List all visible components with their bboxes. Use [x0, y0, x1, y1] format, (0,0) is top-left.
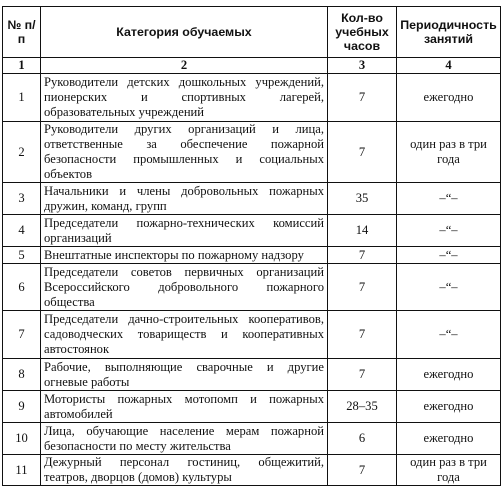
table-row [3, 215, 501, 247]
row-periodicity: –“– [397, 183, 501, 215]
row-category: Председатели дачно-строительных кооперативов, садоводческих товариществ и кооперативных автостоянок [41, 311, 328, 359]
header-row [3, 7, 501, 58]
row-hours: 7 [328, 122, 397, 183]
table-row [3, 391, 501, 423]
row-periodicity: один раз в три года [397, 455, 501, 486]
row-number: 3 [3, 183, 41, 215]
column-index-row [3, 58, 501, 74]
row-number: 2 [3, 122, 41, 183]
row-category: Внештатные инспекторы по пожарному надзору [41, 247, 328, 264]
header-category: Категория обучаемых [41, 7, 328, 58]
header-hours: Кол-во учебных часов [328, 7, 397, 58]
row-hours: 35 [328, 183, 397, 215]
table-row [3, 264, 501, 311]
row-periodicity: –“– [397, 247, 501, 264]
row-hours: 7 [328, 455, 397, 486]
row-category: Руководители детских дошкольных учреждений, пионерских и спортивных лагерей, образовательных учреждений [41, 74, 328, 122]
row-number: 6 [3, 264, 41, 311]
table-row [3, 359, 501, 391]
row-number: 4 [3, 215, 41, 247]
row-number: 10 [3, 423, 41, 455]
table-row [3, 311, 501, 359]
row-category: Лица, обучающие население мерам пожарной безопасности по месту жительства [41, 423, 328, 455]
row-category: Председатели советов первичных организаций Всероссийского добровольного пожарного общества [41, 264, 328, 311]
row-periodicity: один раз в три года [397, 122, 501, 183]
row-category: Руководители других организаций и лица, ответственные за обеспечение пожарной безопасности промышленных и социальных объектов [41, 122, 328, 183]
row-number: 9 [3, 391, 41, 423]
table-row [3, 247, 501, 264]
row-number: 8 [3, 359, 41, 391]
header-periodicity: Периодичность занятий [397, 7, 501, 58]
row-number: 5 [3, 247, 41, 264]
row-hours: 6 [328, 423, 397, 455]
table-row [3, 122, 501, 183]
row-hours: 7 [328, 264, 397, 311]
row-category: Дежурный персонал гостиниц, общежитий, театров, дворцов (домов) культуры [41, 455, 328, 486]
table-row [3, 183, 501, 215]
row-periodicity: ежегодно [397, 423, 501, 455]
row-periodicity: ежегодно [397, 74, 501, 122]
column-index: 4 [397, 58, 501, 74]
column-index: 2 [41, 58, 328, 74]
row-category: Председатели пожарно-технических комиссий организаций [41, 215, 328, 247]
table-row [3, 74, 501, 122]
row-periodicity: ежегодно [397, 391, 501, 423]
row-hours: 28–35 [328, 391, 397, 423]
column-index: 3 [328, 58, 397, 74]
row-category: Мотористы пожарных мотопомп и пожарных автомобилей [41, 391, 328, 423]
row-periodicity: –“– [397, 215, 501, 247]
row-hours: 7 [328, 311, 397, 359]
row-hours: 7 [328, 74, 397, 122]
row-hours: 7 [328, 359, 397, 391]
row-periodicity: ежегодно [397, 359, 501, 391]
row-hours: 14 [328, 215, 397, 247]
row-periodicity: –“– [397, 264, 501, 311]
row-hours: 7 [328, 247, 397, 264]
table-row [3, 423, 501, 455]
row-category: Рабочие, выполняющие сварочные и другие огневые работы [41, 359, 328, 391]
row-number: 1 [3, 74, 41, 122]
training-table [2, 6, 501, 486]
header-number: № п/п [3, 7, 41, 58]
row-periodicity: –“– [397, 311, 501, 359]
row-number: 11 [3, 455, 41, 486]
column-index: 1 [3, 58, 41, 74]
row-category: Начальники и члены добровольных пожарных дружин, команд, групп [41, 183, 328, 215]
table-row [3, 455, 501, 486]
row-number: 7 [3, 311, 41, 359]
